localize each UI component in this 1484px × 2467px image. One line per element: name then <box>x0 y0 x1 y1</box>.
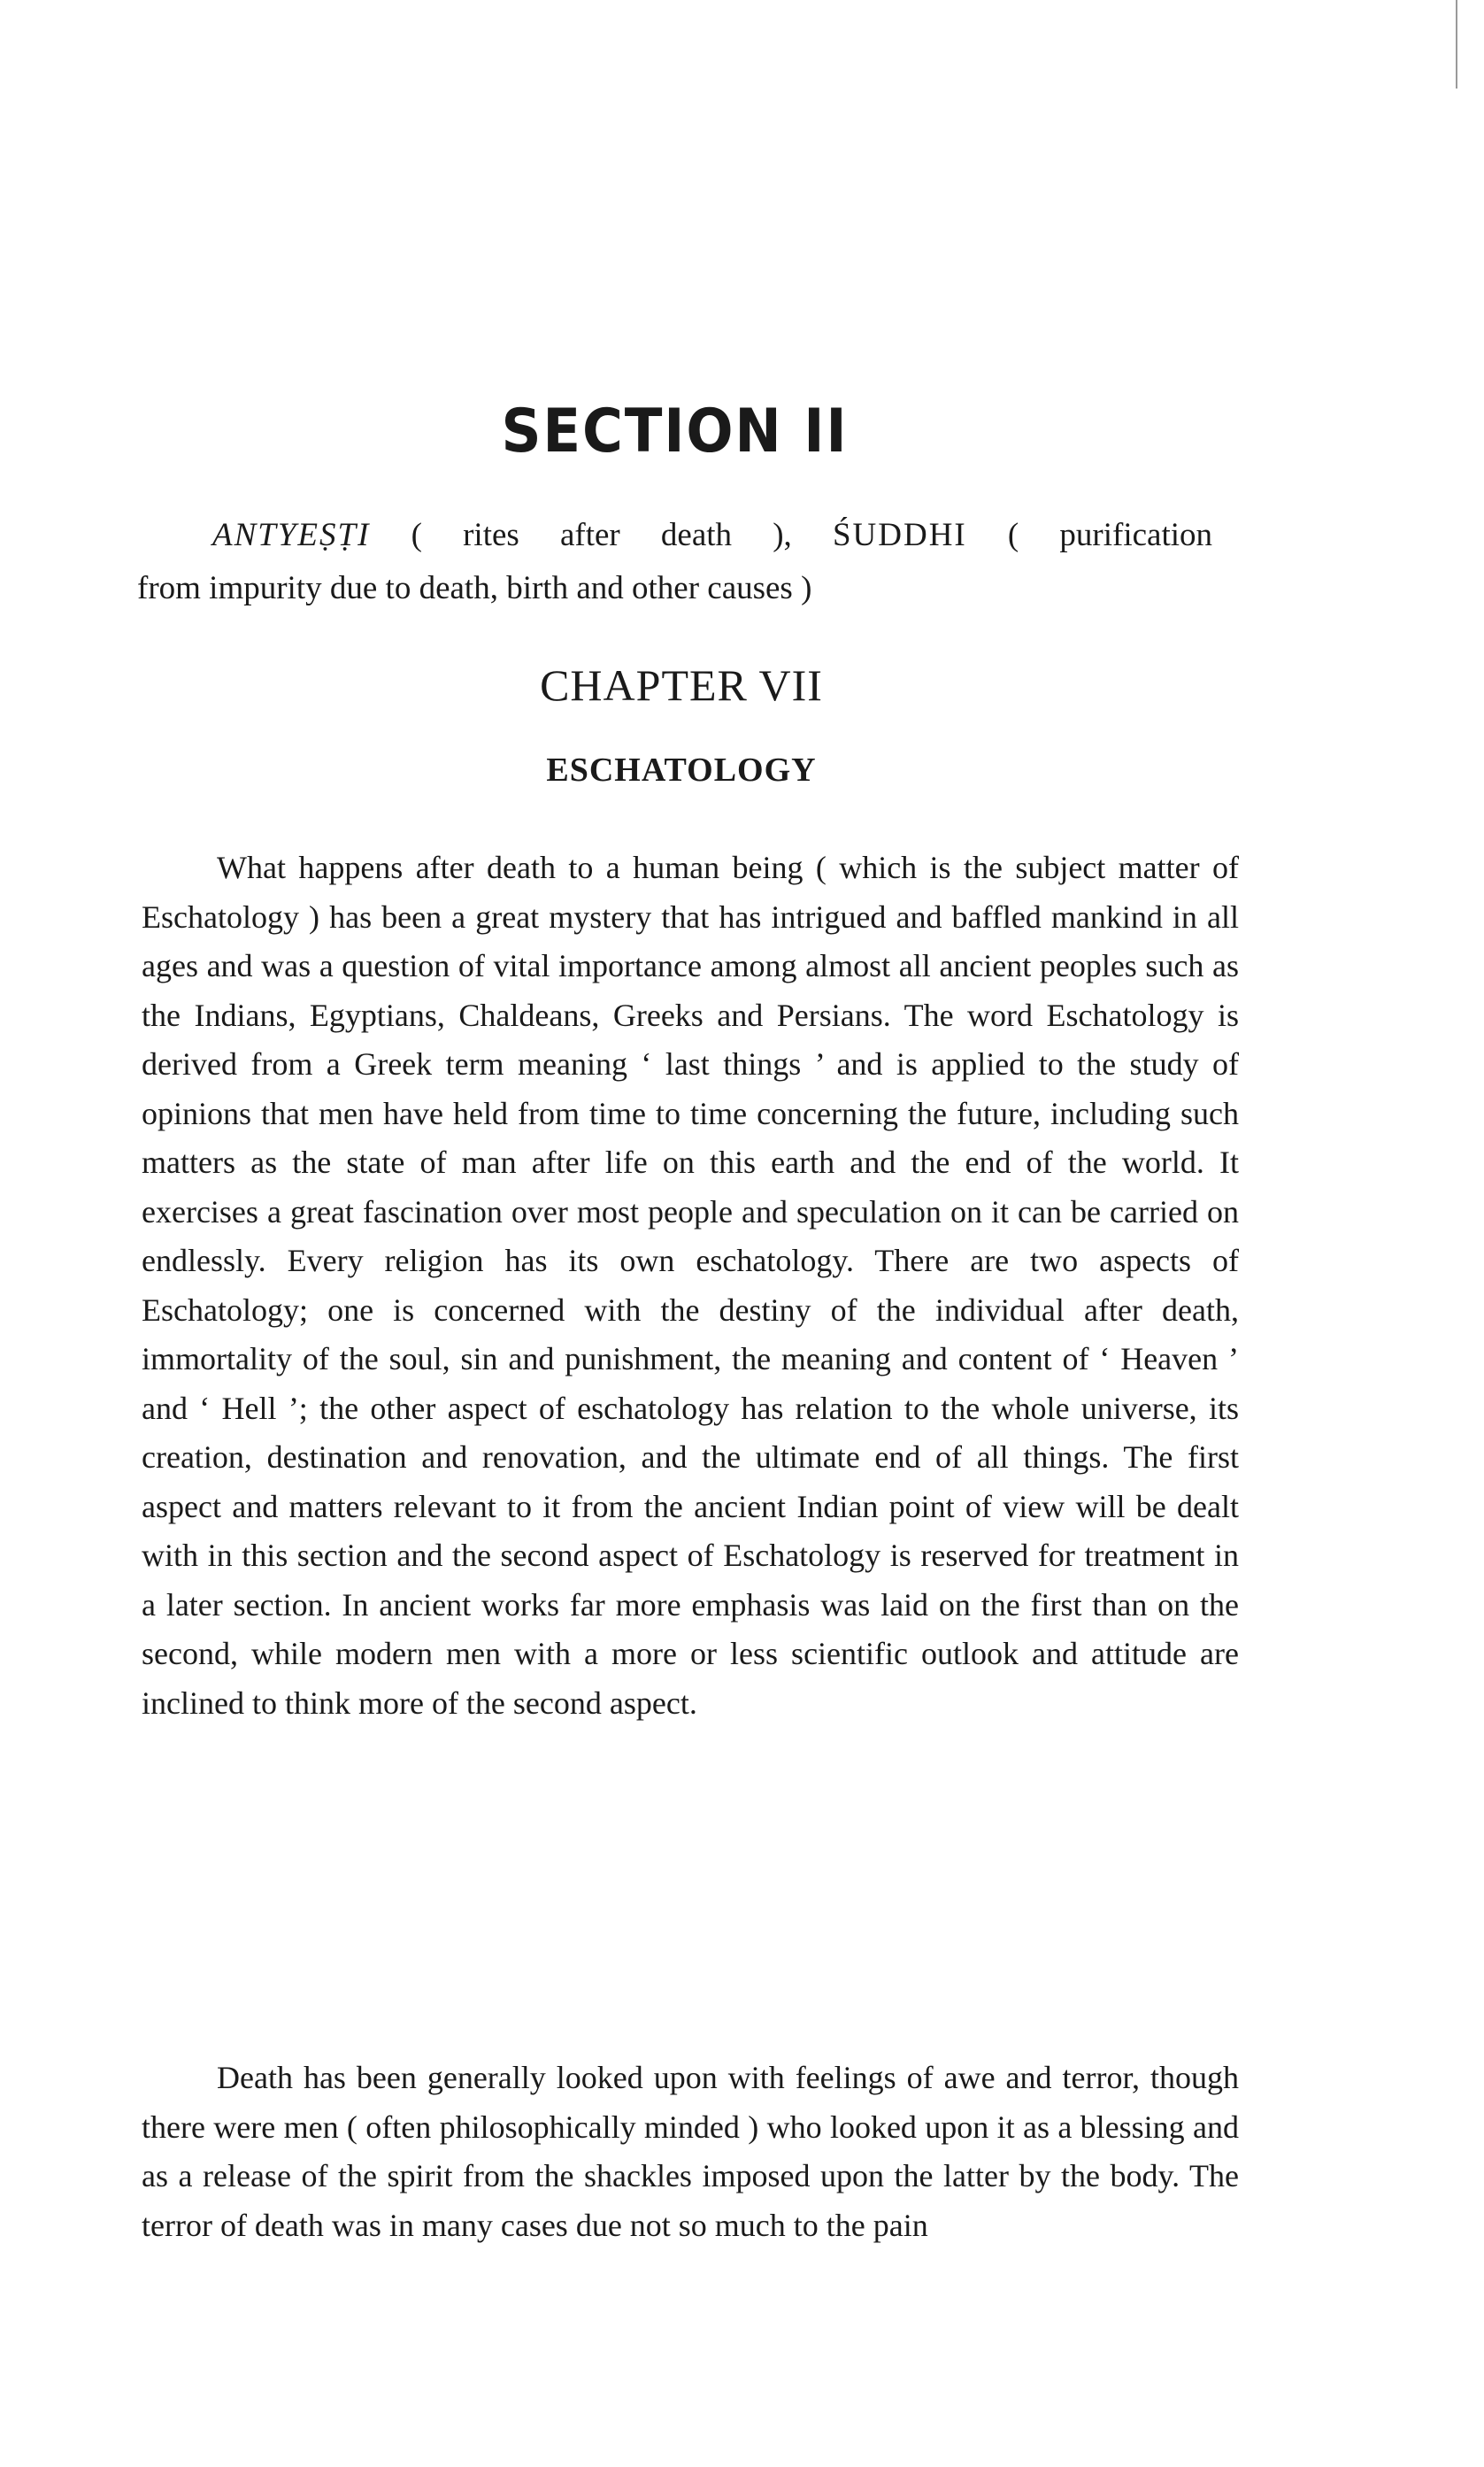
subtitle-line-2: from impurity due to death, birth and other causes ) <box>137 570 812 606</box>
chapter-subheading: ESCHATOLOGY <box>546 752 817 789</box>
page-edge-mark <box>1456 0 1457 89</box>
body-paragraph-1 <box>142 844 1239 1728</box>
body-paragraph-2 <box>142 2054 1239 2250</box>
subtitle-line-1 <box>137 509 1212 562</box>
section-heading: SECTION II <box>501 397 849 466</box>
chapter-heading: CHAPTER VII <box>540 660 823 710</box>
suddhi-gloss: ( purification <box>1007 517 1213 553</box>
paragraph-text: Death has been generally looked upon with feelings of awe and terror, though there were men ( often philosophically minded ) who looked upon it as a blessing and as a release of the spirit from the shackles imposed upon the latter by the body. The terror of death was in many cases due not so much to the pain <box>142 2060 1239 2243</box>
section-subtitle <box>137 509 1212 615</box>
suddhi-term: ŚUDDHI <box>832 517 967 553</box>
antyesti-term: ANTYEṢṬI <box>212 517 371 553</box>
paragraph-text: What happens after death to a human being ( which is the subject matter of Eschatology ) has been a great mystery that has intrigued and baffled mankind in all ages and was a question of vital importance among almost all ancient peoples such as the Indians, Egyptians, Chaldeans, Greeks and Persians. The word Eschatology is derived from a Greek term meaning ‘ last things ’ and is applied to the study of opinions that men have held from time to time concerning the future, including such matters as the state of man after life on this earth and the end of the world. It exercises a great fascination over most people and speculation on it can be carried on endlessly. Every religion has its own eschatology. There are two aspects of Eschatology; one is concerned with the destiny of the individual after death, immortality of the soul, sin and punishment, the meaning and content of ‘ Heaven ’ and ‘ Hell ’; the other aspect of eschatology has relation to the whole universe, its creation, destination and renovation, and the ultimate end of all things. The first aspect and matters relevant to it from the ancient Indian point of view will be dealt with in this section and the second aspect of Eschatology is reserved for treatment in a later section. In ancient works far more emphasis was laid on the first than on the second, while modern men with a more or less scientific outlook and attitude are inclined to think more of the second aspect. <box>142 850 1239 1721</box>
antyesti-gloss: ( rites after death ), <box>411 517 792 553</box>
